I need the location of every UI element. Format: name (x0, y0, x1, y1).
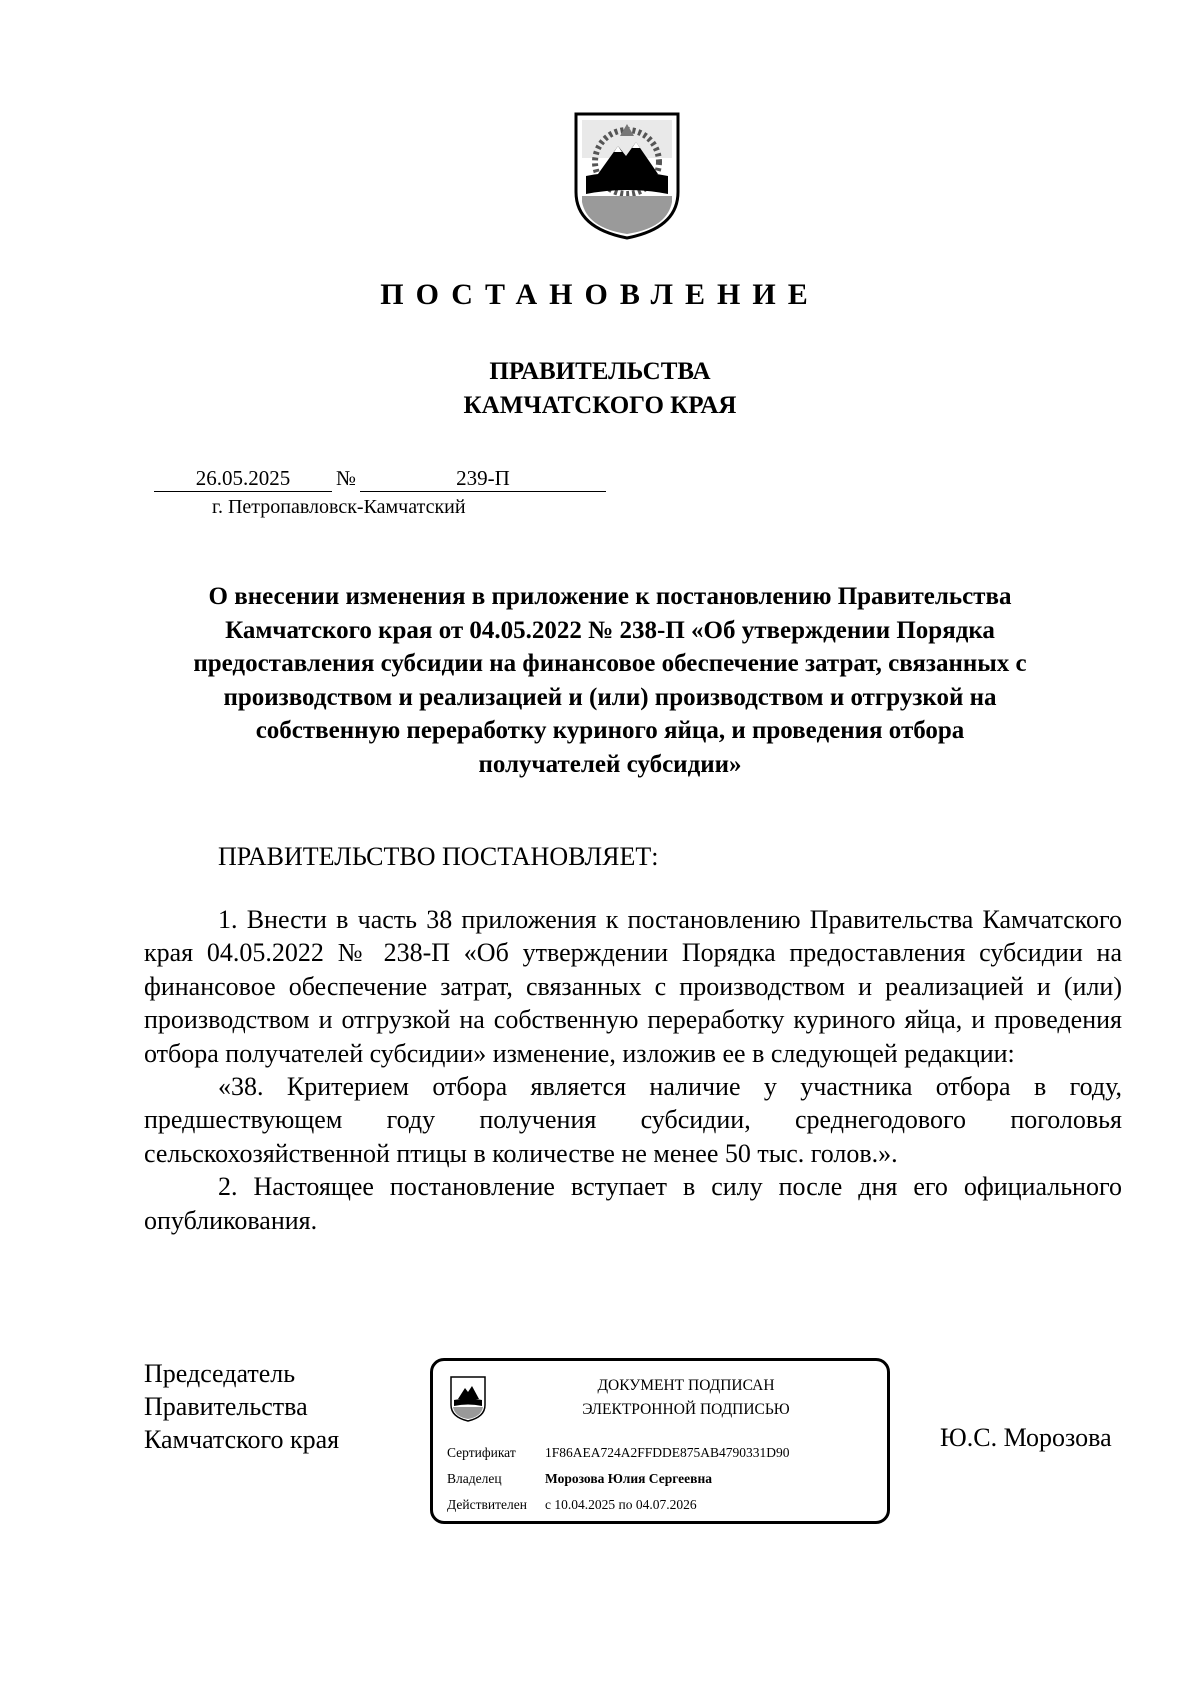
owner-label: Владелец (447, 1471, 502, 1486)
document-type-heading: ПОСТАНОВЛЕНИЕ (380, 278, 820, 311)
title-line: О внесении изменения в приложение к постановлению Правительства (208, 583, 1012, 610)
certificate-value: 1F86AEA724A2FFDDE875AB4790331D90 (545, 1445, 790, 1460)
validity-value: с 10.04.2025 по 04.07.2026 (545, 1497, 697, 1512)
issuer-line-1: ПРАВИТЕЛЬСТВА (489, 358, 711, 385)
decree-date: 26.05.2025 (154, 466, 332, 492)
stamp-header (493, 1374, 879, 1422)
position-line: Председатель (144, 1359, 296, 1388)
paragraph-1: 1. Внести в часть 38 приложения к постановлению Правительства Камчатского края 04.05.2022 № 238-П «Об утверждении Порядка предоставления субсидии на финансовое обеспечение затрат, связанных с производством и реализацией и (или) производством и отгрузкой на собственную переработку куриного яйца, и проведения отбора получателей субсидии» изменение, изложив ее в следующей редакции: (144, 905, 1122, 1068)
city-of-issue: г. Петропавловск-Камчатский (212, 496, 466, 518)
stamp-validity-row (447, 1497, 697, 1513)
title-line: собственную переработку куриного яйца, и проведения отбора (255, 717, 965, 744)
stamp-header-line: ДОКУМЕНТ ПОДПИСАН (597, 1377, 775, 1394)
paragraph-2: 2. Настоящее постановление вступает в силу после дня его официального опубликования. (144, 1172, 1122, 1235)
title-line: получателей субсидии» (478, 750, 742, 778)
resolves-heading: ПРАВИТЕЛЬСТВО ПОСТАНОВЛЯЕТ: (218, 842, 659, 871)
decree-number: 239-П (360, 466, 606, 492)
position-line: Правительства (144, 1392, 308, 1421)
stamp-emblem-icon (449, 1375, 487, 1423)
owner-value: Морозова Юлия Сергеевна (545, 1471, 712, 1486)
stamp-header-line: ЭЛЕКТРОННОЙ ПОДПИСЬЮ (582, 1401, 790, 1418)
paragraph-quoted-clause: «38. Критерием отбора является наличие у участника отбора в году, предшествующем году получения субсидии, среднегодового поголовья сельскохозяйственной птицы в количестве не менее 50 тыс. голов.». (144, 1072, 1122, 1168)
title-line: Камчатского края от 04.05.2022 № 238-П «Об утверждении Порядка (225, 616, 995, 644)
issuer-line-2: КАМЧАТСКОГО КРАЯ (463, 392, 737, 419)
stamp-certificate-row (447, 1445, 790, 1461)
electronic-signature-stamp (430, 1358, 890, 1524)
signatory-name: Ю.С. Морозова (940, 1423, 1112, 1452)
position-line: Камчатского края (144, 1425, 340, 1454)
title-line: производством и реализацией и (или) производством и отгрузкой на (223, 683, 997, 711)
title-line: предоставления субсидии на финансовое обеспечение затрат, связанных с (193, 650, 1027, 677)
number-sign: № (335, 466, 357, 490)
stamp-owner-row (447, 1471, 712, 1487)
certificate-label: Сертификат (447, 1445, 516, 1460)
coat-of-arms-emblem (572, 110, 682, 242)
issuer-heading (0, 355, 1200, 423)
validity-label: Действителен (447, 1497, 527, 1512)
signatory-position (144, 1357, 339, 1456)
registration-line (154, 466, 606, 492)
decree-title (160, 580, 1060, 781)
decree-body (144, 903, 1122, 1237)
